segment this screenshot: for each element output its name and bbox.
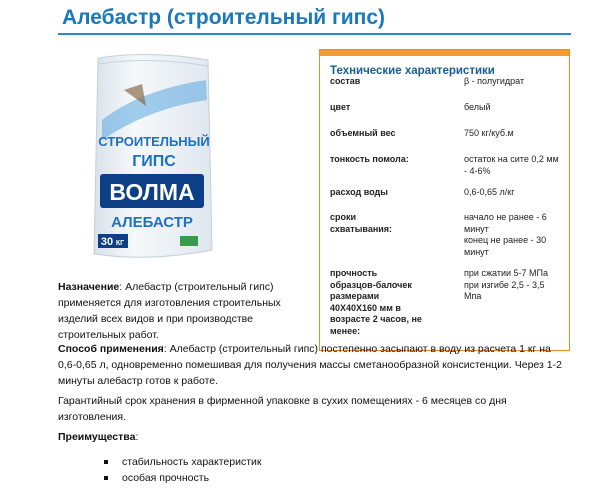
spec-label: объемный вес	[330, 128, 396, 138]
spec-value: белый	[464, 102, 491, 112]
spec-label: прочность образцов-балочек размерами 40Х40Х160 мм в возрасте 2 часов, не менее:	[330, 268, 422, 336]
purpose-label: Назначение	[58, 281, 120, 293]
page-title: Алебастр (строительный гипс)	[62, 6, 386, 29]
advantages-heading	[58, 429, 138, 445]
advantages-label: Преимущества	[58, 431, 136, 443]
bag-line1: СТРОИТЕЛЬНЫЙ	[98, 134, 210, 149]
bag-weight: 30	[100, 236, 114, 248]
advantages-list	[100, 454, 261, 486]
purpose-paragraph	[58, 279, 298, 343]
spec-heading: Технические характеристики	[330, 65, 495, 77]
spec-value: остаток на сите 0,2 мм - 4-6%	[464, 154, 559, 176]
title-divider	[58, 33, 571, 35]
warranty-paragraph: Гарантийный срок хранения в фирменной упаковке в сухих помещениях - 6 месяцев со дня изготовления.	[58, 395, 507, 423]
usage-label: Способ применения	[58, 343, 164, 355]
spec-label: цвет	[330, 102, 351, 112]
list-item: особая прочность	[100, 470, 261, 486]
spec-value: 0,6-0,65 л/кг	[464, 187, 515, 197]
spec-panel-accent	[320, 50, 569, 56]
spec-label: сроки схватывания:	[330, 212, 393, 234]
bag-product: АЛЕБАСТР	[111, 214, 193, 231]
spec-panel	[319, 49, 570, 351]
spec-label: тонкость помола:	[330, 154, 409, 164]
list-item: стабильность характеристик	[100, 454, 261, 470]
purpose-text: : Алебастр (строительный гипс) применяется для изготовления строительных изделий всех видов и при производстве строительных работ.	[58, 281, 281, 341]
product-bag-image	[80, 50, 220, 266]
spec-label: состав	[330, 76, 361, 86]
bag-brand: ВОЛМА	[109, 179, 195, 205]
spec-label: расход воды	[330, 187, 388, 197]
bag-line2: ГИПС	[132, 153, 176, 170]
spec-value: 750 кг/куб.м	[464, 128, 514, 138]
usage-paragraph	[58, 341, 568, 389]
spec-value: при сжатии 5-7 МПа при изгибе 2,5 - 3,5 Мпа	[464, 268, 548, 301]
usage-text: : Алебастр (строительный гипс) постепенно засыпают в воду из расчета 1 кг на 0,6-0,65 л, одновременно помешивая для получения массы сметанообразной консистенции. Через 1-2 минуты алебастр готов к работе.	[58, 343, 562, 387]
spec-value: начало не ранее - 6 минут конец не ранее - 30 минут	[464, 212, 547, 257]
bag-weight-unit: КГ	[115, 240, 125, 247]
advantages-suffix: :	[135, 431, 139, 443]
spec-value: β - полугидрат	[464, 76, 525, 86]
